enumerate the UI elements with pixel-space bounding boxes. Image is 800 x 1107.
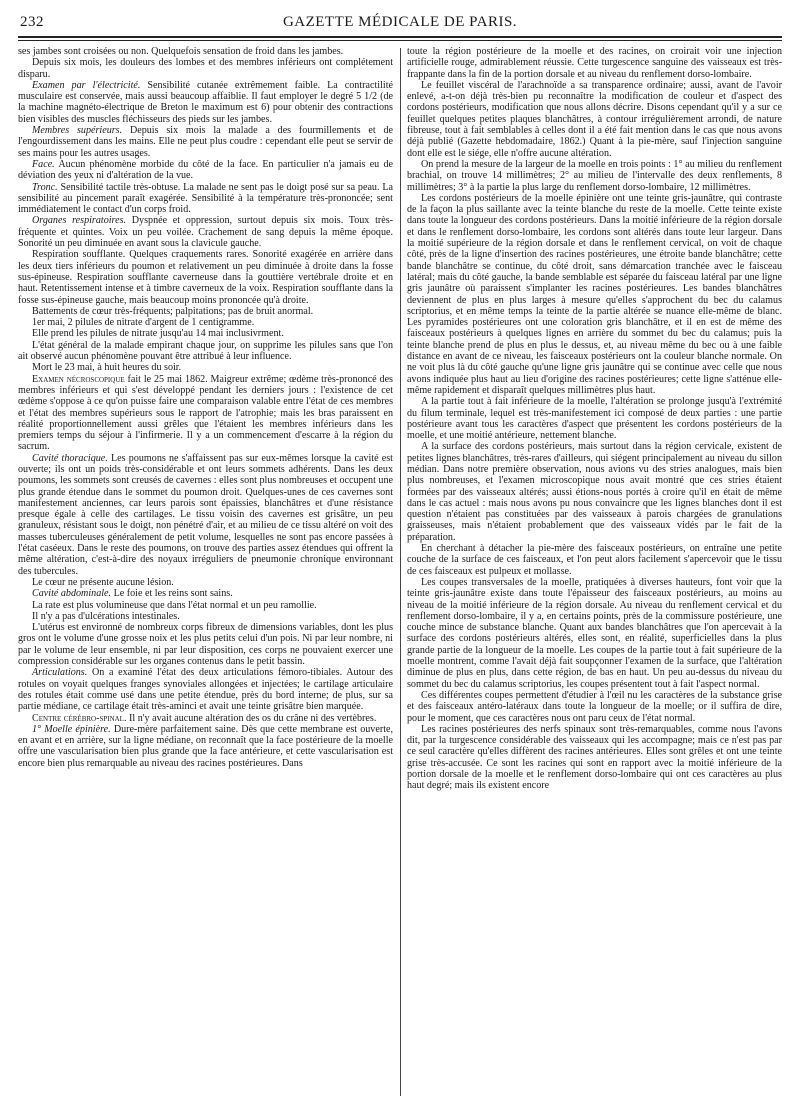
paragraph-text: En cherchant à détacher la pie-mère des faisceaux postérieurs, on entraîne une petite couche de la surface de ces faisceaux, et l'on peut alors facilement s'apercevoir que le tissu de ces faisceaux est pulpeux et mollasse. (407, 543, 782, 577)
paragraph-text: A la partie tout à fait inférieure de la moelle, l'altération se prolonge jusqu'à l'extrémité du filum terminale, lequel est très-manifestement ici composé de deux parties : une partie postérieure avant tous les caractères d'aspect que présentent les cordons postérieurs de la moelle, et une moitié antérieure, nettement blanche. (407, 396, 782, 442)
paragraph (18, 57, 393, 80)
paragraph (407, 159, 782, 193)
paragraph-text: Aucun phénomène morbide du côté de la face. En particulier n'a jamais eu de déviation des yeux ni d'altération de la vue. (18, 158, 393, 182)
paragraph (407, 577, 782, 690)
paragraph (18, 577, 393, 588)
paragraph-text: Dyspnée et oppression, surtout depuis six mois. Toux très-fréquente et quintes. Voix un peu voilée. Crachement de sang depuis la même époque. Sonorité un peu diminuée en avant sous la clavicule gauche. (18, 215, 393, 250)
paragraph (18, 600, 393, 611)
paragraph-text: toute la région postérieure de la moelle et des racines, on croirait voir une injection artificielle rouge, admirablement réussie. Cette turgescence sanguine des vaisseaux est très-frappante dans la fin de la portion dorsale et au niveau du renflement dorso-lombaire. (407, 46, 782, 80)
paragraph-text: Elle prend les pilules de nitrate jusqu'au 14 mai inclusivrment. (32, 328, 284, 340)
column-divider (400, 48, 401, 1096)
two-column-body (18, 46, 782, 1098)
paragraph-text: Ces différentes coupes permettent d'étudier à l'œil nu les caractères de la substance grise et des faisceaux antéro-latéraux dans toute la longueur de la moelle; or il suffira de dire, pour le moment, que ces caractères nous ont paru ceux de l'état normal. (407, 689, 782, 724)
paragraph (18, 374, 393, 453)
paragraph-text: L'état général de la malade empirant chaque jour, on supprime les pilules sans que l'on ait observé aucun phénomène pouvant être attribué à leur influence. (18, 339, 393, 363)
paragraph-lead: Examen nécroscopique (32, 373, 125, 385)
running-title: GAZETTE MÉDICALE DE PARIS. (282, 14, 518, 30)
paragraph-text: Depuis six mois la malade a des fourmillements et de l'engourdissement dans les mains. Elle ne peut plus coudre : cependant elle peut se servir de ses mains pour les autres usages. (18, 125, 393, 159)
paragraph-text: Il n'y avait aucune altération des os du crâne ni des vertèbres. (126, 712, 377, 724)
paragraph (18, 159, 393, 182)
paragraph (18, 215, 393, 249)
paragraph-lead: Cavité thoracique. (32, 452, 108, 464)
paragraph-lead: Articulations. (32, 667, 88, 679)
paragraph-text: Sensibilité tactile très-obtuse. La malade ne sent pas le doigt posé sur sa peau. La sensibilité au pincement paraît exagérée. Sensibilité à la température très-prononcée; sent immédiatement le contact d'un corps froid. (18, 181, 393, 216)
paragraph (18, 622, 393, 667)
paragraph-text: Les coupes transversales de la moelle, pratiquées à diverses hauteurs, font voir que la teinte gris-jaunâtre existe dans toute l'épaisseur des faisceaux postérieurs, au moins au niveau de la moitié inférieure de la région dorsale. Au niveau du renflement cervical et du renflement dorso-lombaire, il y a, en certains points, près de la commissure postérieure, une couche mince de substance blanche. Quant aux bandes blanchâtres que l'on apercevait à la surface des cordons postérieurs altérés, elles sont, en réalité, superficielles dans la plus grande partie de la longueur de la moelle. Les coupes de la partie tout à fait supérieure de la moelle montrent, comme l'avait déjà fait soupçonner l'examen de la surface, que l'altération diminue de plus en plus, dans cette région, de bas en haut. Un peu au-dessus du niveau du sommet du bec du calamus scriptorius, les coupes présentent tout à fait l'aspect normal. (407, 576, 782, 690)
paragraph-text: Sensibilité cutanée extrêmement faible. La contractilité musculaire est conservée, mais aussi beaucoup affaiblie. Il faut employer le degré 5 1/2 (de la machine magnéto-électrique de Breton le maximum est 6) pour obtenir des contractions bien visibles des muscles fléchisseurs des pieds sur les jambes. (18, 79, 393, 125)
paragraph (18, 125, 393, 159)
paragraph (18, 667, 393, 712)
paragraph-text: Le feuillet viscéral de l'arachnoïde a sa transparence ordinaire; aussi, avant de l'avoir enlevé, a-t-on déjà très-bien pu reconnaître la modification de couleur et d'aspect des cordons postérieurs, modification que nous allons décrire. Disons cependant qu'il y a sur ce feuillet quelques petites plaques blanchâtres, à contour irrégulièrement arrondi, de nature fibreuse, tout à fait semblables à celles dont il a été fait mention dans le cas que nous avons déjà publié (Gazette hebdomadaire, 1862.) Quant à la pie-mère, sauf l'injection sanguine dont elle est le siége, elle n'offre aucune altération. (407, 79, 782, 159)
header-rule-thin (18, 40, 782, 41)
paragraph-text: Les cordons postérieurs de la moelle épinière ont une teinte gris-jaunâtre, qui contraste de la façon la plus saillante avec la teinte blanche du reste de la moelle. Cette teinte existe dans toute la longueur des cordons postérieurs. Dans la moitié inférieure de la région dorsale et dans le renflement dorso-lombaire, les cordons sont altérés dans toute leur largeur. Dans la moitié supérieure de la région dorsale et dans le renflement cervical, on voit de chaque côté, près de la ligne d'insertion des racines postérieures, une étroite bande blanchâtre; cette bande blanchâtre se continue, du côté droit, sans démarcation tranchée avec le faisceau latéral; mais du côté gauche, la bande semblable est séparée du faisceau latéral par une ligne gris jaunâtre où paraissent s'implanter les racines postérieures. Les bandes blanchâtres deviennent de plus en plus larges à mesure qu'elles s'approchent du bec du calamus scriptorius, et en même temps la teinte de la partie altérée se nuance elle-même de blanc. Les pyramides postérieures ont une coloration gris blanchâtre, et il en est de même des faisceaux postérieurs à quelques lignes en arrière du sommet du bec du calamus; puis la teinte blanche prend de plus en plus le dessus, et, au niveau même du bec ou à une faible distance en avant de ce niveau, les faisceaux postérieurs ont la couleur blanche normale. On ne voit plus là du côté gauche qu'une ligne gris jaunâtre qui se continue avec celle que nous avons indiquée plus haut au lieu d'origine des racines postérieures; cette ligne s'atténue elle-même rapidement et disparaît quelques millimètres plus haut. (407, 192, 782, 396)
paragraph (18, 317, 393, 328)
paragraph (18, 306, 393, 317)
paragraph (18, 249, 393, 305)
paragraph (407, 80, 782, 159)
paragraph-text: Battements de cœur très-fréquents; palpitations; pas de bruit anormal. (32, 305, 314, 317)
paragraph-lead: Organes respiratoires. (32, 215, 127, 227)
paragraph (407, 543, 782, 577)
paragraph-text: 1er mai, 2 pilules de nitrate d'argent de 1 centigramme. (32, 317, 255, 329)
paragraph-text: fait le 25 mai 1862. Maigreur extrême; œdème très-prononcé des membres inférieurs et qui s'est développé pendant les derniers jours : l'existence de cet œdème s'oppose à ce qu'on puisse faire une comparaison valable entre l'état de ces membres et l'état des membres supérieurs sous le rapport de l'atrophie; mais les bras paraissent en réalité proportionnellement aussi grêles que l'étaient les membres inférieurs dans les premiers temps du séjour à l'infirmerie. Il y a un commencement d'escarre à la région du sacrum. (18, 373, 393, 453)
paragraph-text: Il n'y a pas d'ulcérations intestinales. (32, 610, 180, 622)
paragraph-text: Le cœur ne présente aucune lésion. (32, 576, 174, 588)
paragraph-lead: Cavité abdominale. (32, 588, 112, 600)
paragraph-lead: Tronc. (32, 181, 58, 193)
paragraph-text: Depuis six mois, les douleurs des lombes et des membres inférieurs ont complétement disparu. (18, 57, 393, 80)
header-rule-thick (18, 36, 782, 38)
paragraph-text: Le foie et les reins sont sains. (111, 588, 233, 600)
paragraph (407, 193, 782, 396)
paragraph-text: L'utérus est environné de nombreux corps fibreux de dimensions variables, dont les plus gros ont le volume d'une grosse noix et les plus petits celui d'un pois. Ni par leur nombre, ni par le volume de leur ensemble, ni par leur disposition, ces corps ne pouvaient exercer une compression considérable sur les organes contenus dans le petit bassin. (18, 622, 393, 668)
paragraph-lead: Face. (32, 158, 55, 170)
paragraph-text: On prend la mesure de la largeur de la moelle en trois points : 1° au milieu du renflement brachial, on trouve 14 millimètres; 2° au milieu de l'intervalle des deux renflements, 8 millimètres; 3° à la partie la plus large du renflement dorso-lombaire, 12 millimètres. (407, 158, 782, 193)
paragraph (18, 328, 393, 339)
paragraph (407, 46, 782, 80)
paragraph-text: Les racines postérieures des nerfs spinaux sont très-remarquables, comme nous l'avons dit, par la turgescence considérable des vaisseaux qui les accompagne; mais ce n'est pas par ce seul caractère qu'elles diffèrent des racines antérieures. Elles sont grêles et ont une teinte grise très-accusée. Ce sont les racines qui sont en rapport avec la moitié inférieure de la portion dorsale de la moelle et le renflement dorso-lombaire qui ont ces caractères au plus haut degré; mais ils existent encore (407, 723, 782, 792)
paragraph (18, 80, 393, 125)
paragraph-lead: Centre cérébro-spinal. (32, 712, 127, 724)
paragraph-text: A la surface des cordons postérieurs, mais surtout dans la région cervicale, existent de petites lignes blanchâtres, très-rares d'ailleurs, qui siégent principalement au niveau du sillon médian. Dans notre première observation, nous avions vu des stries analogues, mais bien plus nombreuses, et l'examen microscopique nous avait montré que ces stries étaient formées par des vaisseaux altérés; aussi étions-nous portés à croire qu'il en était de même dans le cas actuel : mais nous avons pu nous convaincre que les lignes blanches dont il est question n'étaient pas constituées par des vaisseaux à parois chargées de granulations graisseuses, mais n'étaient probablement que des vaisseaux vidés par le fait de la préparation. (407, 441, 782, 543)
paragraph (18, 611, 393, 622)
paragraph-text: Mort le 23 mai, à huit heures du soir. (32, 362, 182, 374)
paragraph (18, 46, 393, 57)
paragraph (18, 182, 393, 216)
paragraph (407, 396, 782, 441)
paragraph (18, 724, 393, 769)
paragraph-text: Respiration soufflante. Quelques craquements rares. Sonorité exagérée en arrière dans les deux tiers inférieurs du poumon et relativement un peu diminuée à droite dans la fosse sus-épineuse. Respiration soufflante caverneuse dans la gouttière vertébrale droite et en haut. Retentissement intense et à timbre caverneux de la voix. Respiration soufflante dans la fosse sus-épineuse gauche, mais beaucoup moins prononcée qu'à droite. (18, 249, 393, 306)
paragraph-lead: Membres supérieurs. (32, 125, 123, 137)
paragraph-text: ses jambes sont croisées ou non. Quelquefois sensation de froid dans les jambes. (18, 46, 344, 57)
paragraph-text: On a examiné l'état des deux articulations fémoro-tibiales. Autour des rotules on voyait quelques franges synoviales allongées et injectées; le cartilage articulaire des rotules était comme usé dans une petite étendue, près du bord interne; de plus, sur sa partie médiane, ce cartilage était très-aminci et avait une teinte grisâtre bien marquée. (18, 667, 393, 713)
paragraph (407, 690, 782, 724)
paragraph-text: Dure-mère parfaitement saine. Dès que cette membrane est ouverte, en avant et en arrière, sur la ligne médiane, on reconnaît que la face postérieure de la moelle offre une vascularisation bien plus grande que la face antérieure, et cette vascularisation est encore bien plus remarquable au niveau des racines postérieures. Dans (18, 723, 393, 769)
paragraph (18, 713, 393, 724)
page-header (18, 12, 782, 38)
paragraph (407, 724, 782, 792)
paragraph (18, 588, 393, 599)
paragraph-lead: 1° Moelle épinière. (32, 723, 111, 735)
paragraph (18, 453, 393, 577)
paragraph-text: La rate est plus volumineuse que dans l'état normal et un peu ramollie. (32, 599, 317, 611)
paragraph-text: Les poumons ne s'affaissent pas sur eux-mêmes lorsque la cavité est ouverte; ils ont un poids très-considérable et ont leurs sommets adhérents. Dans les deux poumons, les sommets sont creusés de cavernes : elles sont plus nombreuses et occupent une plus grande étendue dans le sommet du poumon droit. Quelques-unes de ces cavernes sont manifestement anciennes, car leurs parois sont épaissies, blanchâtres et d'une résistance presque égale à celle des cartilages. Le tissu voisin des cavernes est grisâtre, un peu granuleux, résistant sous le doigt, non pénétré d'air, et au milieu de ce tissu altéré on voit des masses tuberculeuses généralement de petit volume, lesquelles ne sont pas encore passées à l'état caséeux. Dans le reste des poumons, on trouve des parties assez étendues qui offrent la même altération, c'est-à-dire des noyaux irréguliers de pneumonie chronique environnant des tubercules. (18, 452, 393, 577)
paragraph (407, 441, 782, 543)
right-column (407, 46, 782, 1098)
page-number: 232 (20, 14, 44, 30)
left-column (18, 46, 393, 1098)
paragraph (18, 340, 393, 363)
paragraph-lead: Examen par l'électricité. (32, 79, 141, 91)
paragraph (18, 362, 393, 373)
